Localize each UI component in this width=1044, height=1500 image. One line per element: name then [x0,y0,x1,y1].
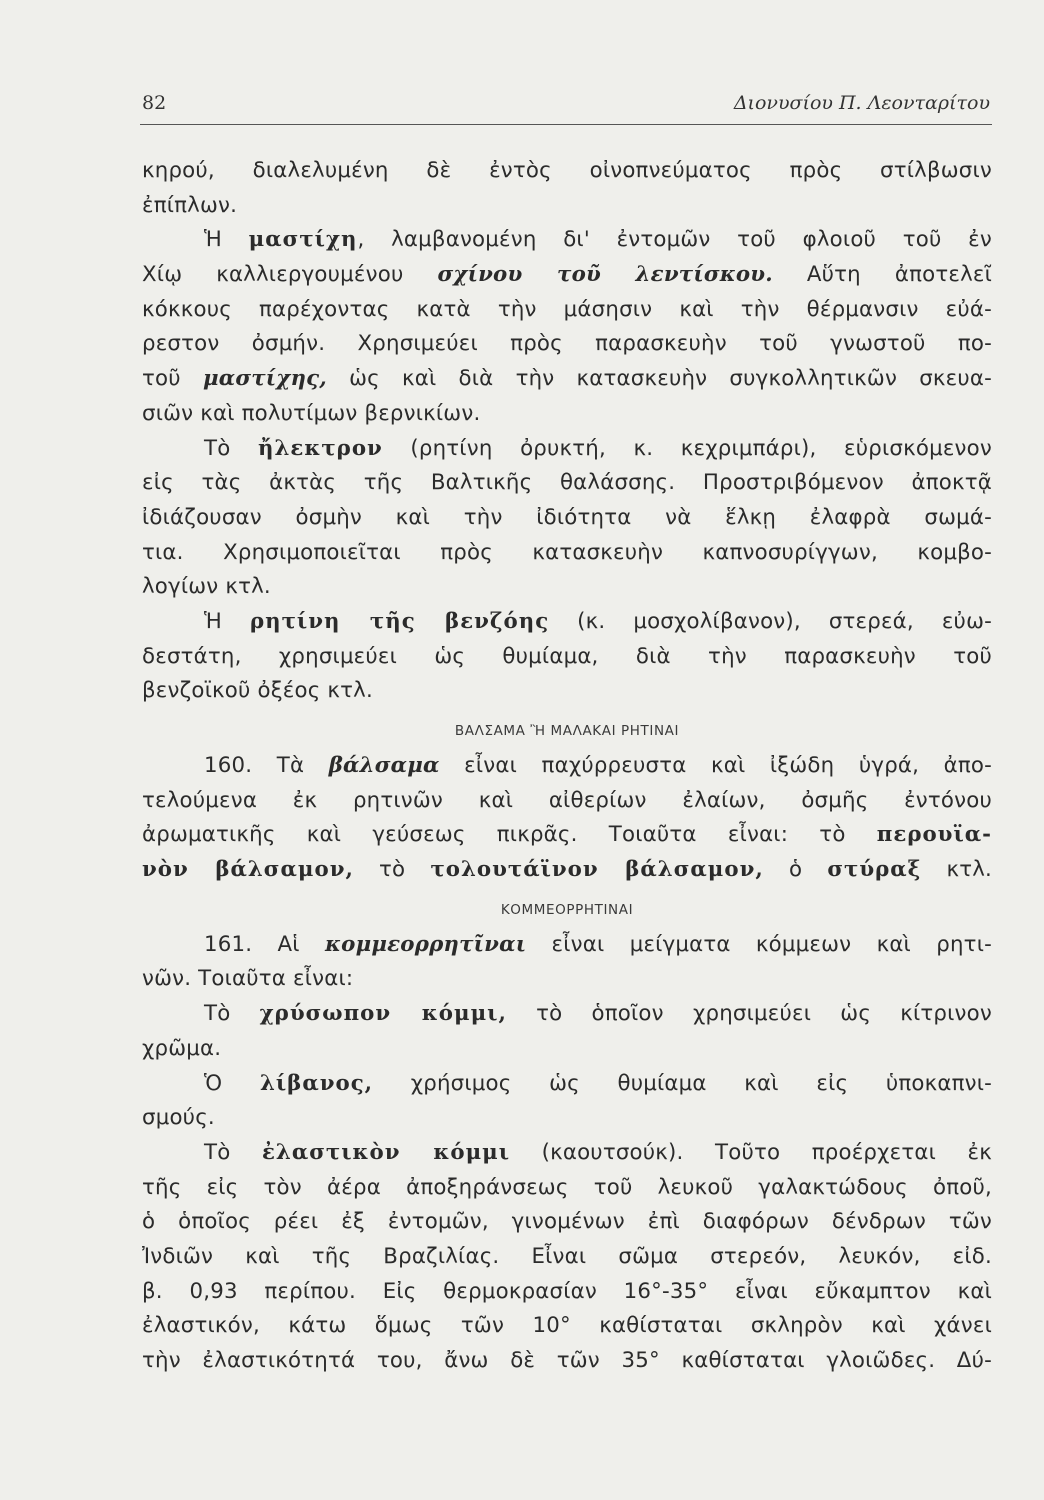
text-line: Ἡ μαστίχη, λαμβανομένη δι' ἐντομῶν τοῦ φλοιοῦ τοῦ ἐν [204,227,992,253]
text-line: τελούμενα ἐκ ρητινῶν καὶ αἰθερίων ἐλαίων, ὀσμῆς ἐντόνου [142,787,992,813]
term-gum-resins: κομμεορρητῖναι [325,931,527,957]
text-line: τὴν ἐλαστικότητά του, ἄνω δὲ τῶν 35° καθίσταται γλοιῶδες. Δύ- [142,1348,992,1373]
text-line: δεστάτη, χρησιμεύει ὡς θυμίαμα, διὰ τὴν παρασκευὴν τοῦ [142,643,992,669]
text-line: νὸν βάλσαμον, τὸ τολουτάϊνον βάλσαμον, ὁ στύραξ κτλ. [142,857,992,883]
text-line: ἐλαστικόν, κάτω ὅμως τῶν 10° καθίσταται σκληρὸν καὶ χάνει [142,1313,992,1339]
term-gamboge: χρύσωπον κόμμι, [259,1001,507,1027]
term-rubber: ἐλαστικὸν κόμμι [261,1139,511,1165]
text-line: Τὸ χρύσωπον κόμμι, τὸ ὁποῖον χρησιμεύει ὡς κίτρινον [204,1001,992,1027]
text-line: 161. Αἱ κομμεορρητῖναι εἶναι μείγματα κόμμεων καὶ ρητι- [204,931,992,957]
running-title: Διονυσίου Π. Λεονταρίτου [733,92,990,114]
page-body [142,154,992,1379]
text-line: ρεστον ὀσμήν. Χρησιμεύει πρὸς παρασκευὴν τοῦ γνωστοῦ πο- [142,331,992,357]
text-line: σιῶν καὶ πολυτίμων βερνικίων. [142,400,481,426]
text-line: Χίῳ καλλιεργουμένου σχίνου τοῦ λεντίσκου. Αὕτη ἀποτελεῖ [142,262,992,288]
header-rule [140,124,992,125]
text-line: ὁ ὁποῖος ρέει ἐξ ἐντομῶν, γινομένων ἐπὶ διαφόρων δένδρων τῶν [142,1209,992,1235]
text-line: νῶν. Τοιαῦτα εἶναι: [142,966,354,992]
text-line: χρῶμα. [142,1035,222,1061]
text-line: τοῦ μαστίχης, ὡς καὶ διὰ τὴν κατασκευὴν συγκολλητικῶν σκευα- [142,366,992,392]
text-line: τια. Χρησιμοποιεῖται πρὸς κατασκευὴν καπνοσυρίγγων, κομβο- [142,539,992,565]
text-line: Ἡ ρητίνη τῆς βενζόης (κ. μοσχολίβανον), στερεά, εὐω- [204,608,992,634]
text-line: λογίων κτλ. [142,574,271,600]
text-line: κόκκους παρέχοντας κατὰ τὴν μάσησιν καὶ τὴν θέρμανσιν εὐά- [142,296,992,322]
text-line: β. 0,93 περίπου. Εἰς θερμοκρασίαν 16°-35° εἶναι εὔκαμπτον καὶ [142,1278,992,1304]
text-line: Τὸ ἤλεκτρον (ρητίνη ὀρυκτή, κ. κεχριμπάρι), εὑρισκόμενον [204,435,992,461]
term-frankincense: λίβανος, [259,1070,374,1096]
term-tolu-balsam: τολουτάϊνον βάλσαμον, [430,857,764,883]
section-heading: ΚΟΜΜΕΟΡΡΗΤΙΝΑΙ [500,901,634,918]
page-number: 82 [142,92,167,114]
section-heading: ΒΑΛΣΑΜΑ Ἢ ΜΑΛΑΚΑΙ ΡΗΤΙΝΑΙ [454,723,680,739]
term-benzoin: ρητίνη τῆς βενζόης [249,608,550,634]
text-line: Τὸ ἐλαστικὸν κόμμι (καουτσούκ). Τοῦτο προέρχεται ἐκ [204,1139,992,1165]
term-schinos: σχίνου τοῦ λεντίσκου. [437,262,773,288]
text-line: τῆς εἰς τὸν ἀέρα ἀποξηράνσεως τοῦ λευκοῦ γαλακτώδους ὀποῦ, [142,1174,992,1200]
text-line: εἰς τὰς ἀκτὰς τῆς Βαλτικῆς θαλάσσης. Προστριβόμενον ἀποκτᾷ [142,470,992,496]
text-line: κηρού, διαλελυμένη δὲ ἐντὸς οἰνοπνεύματος πρὸς στίλβωσιν [142,158,992,183]
text-line: σμούς. [142,1105,215,1131]
text-line: βενζοϊκοῦ ὀξέος κτλ. [142,678,373,704]
text-line: ἀρωματικῆς καὶ γεύσεως πικρᾶς. Τοιαῦτα εἶναι: τὸ περουϊα- [142,822,992,848]
term-peru-balsam: περουϊα- [876,822,992,848]
text-line: 160. Τὰ βάλσαμα εἶναι παχύρρευστα καὶ ἰξώδη ὑγρά, ἀπο- [204,753,993,778]
term-mastichis: μαστίχης, [202,366,327,392]
text-line: Ἰνδιῶν καὶ τῆς Βραζιλίας. Εἶναι σῶμα στερεόν, λευκόν, εἰδ. [142,1243,992,1269]
term-styrax: στύραξ [827,857,922,883]
text-line: ἰδιάζουσαν ὀσμὴν καὶ τὴν ἰδιότητα νὰ ἕλκῃ ἐλαφρὰ σωμά- [142,504,992,530]
term-balsams: βάλσαμα [328,753,440,778]
term-amber: ἤλεκτρον [258,435,383,461]
page-header [142,92,990,126]
text-line: ἐπίπλων. [142,192,238,218]
term-mastic: μαστίχη [248,227,358,253]
text-line: Ὁ λίβανος, χρήσιμος ὡς θυμίαμα καὶ εἰς ὑποκαπνι- [204,1070,993,1096]
